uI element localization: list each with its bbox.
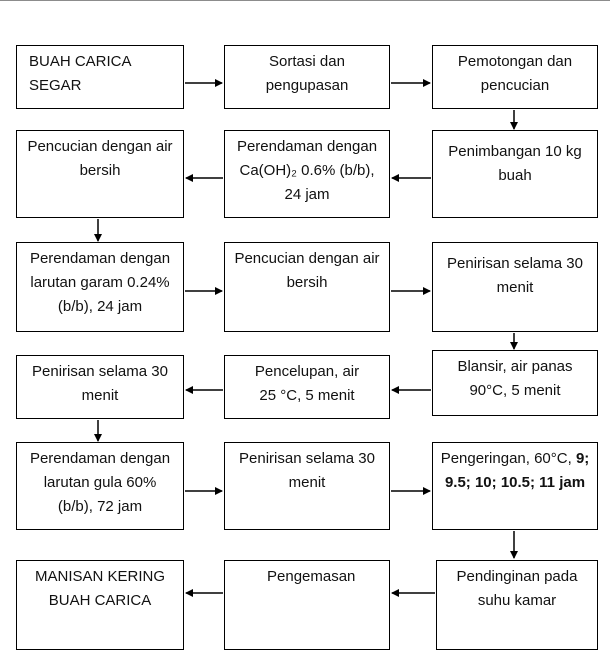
box-penirisan-30-menit-1 xyxy=(432,242,598,332)
box-label-line1: Perendaman dengan xyxy=(29,450,171,467)
box-perendaman-garam xyxy=(16,242,184,332)
box-label-line3: (b/b), 72 jam xyxy=(57,498,143,515)
box-label-line1: Penirisan selama 30 xyxy=(447,255,583,272)
box-label-line1 xyxy=(433,447,597,471)
box-label-line1: Pencucian dengan air xyxy=(234,250,380,267)
box-label-line2: pencucian xyxy=(480,77,550,94)
box-label-line1: Perendaman dengan xyxy=(29,250,171,267)
box-label-line1: MANISAN KERING xyxy=(34,568,166,585)
box-label-line2: buah xyxy=(498,167,532,184)
box-label-line2: 25 °C, 5 menit xyxy=(259,387,355,404)
box-label-line1: Pendinginan pada xyxy=(456,568,578,585)
box-manisan-kering xyxy=(16,560,184,650)
box-label-line2: larutan garam 0.24% xyxy=(30,274,170,291)
box-penirisan-30-menit-3 xyxy=(224,442,390,530)
box-pencelupan xyxy=(224,355,390,419)
box-penimbangan xyxy=(432,130,598,218)
box-label-line1: Penimbangan 10 kg xyxy=(448,143,582,160)
box-label-line1-bold: 9; xyxy=(575,450,590,467)
box-label-line1: Pencelupan, air xyxy=(254,363,360,380)
box-blansir xyxy=(432,350,598,416)
box-pencucian-air-bersih-1 xyxy=(16,130,184,218)
box-pengeringan xyxy=(432,442,598,530)
box-penirisan-30-menit-2 xyxy=(16,355,184,419)
box-label-line2: 90°C, 5 menit xyxy=(469,382,561,399)
box-label-line2: pengupasan xyxy=(265,77,349,94)
box-buah-carica-segar xyxy=(16,45,184,109)
box-label-line2: bersih xyxy=(286,274,328,291)
box-label-line2: menit xyxy=(288,474,326,491)
box-label-line2: larutan gula 60% xyxy=(43,474,157,491)
box-label-line2: menit xyxy=(81,387,119,404)
box-label-line1: Penirisan selama 30 xyxy=(239,450,375,467)
box-label-line3: (b/b), 24 jam xyxy=(57,298,143,315)
box-label: BUAH CARICA SEGAR xyxy=(29,53,131,94)
box-label-line1: Blansir, air panas xyxy=(457,358,573,375)
box-label-line2: Ca(OH)₂ 0.6% (b/b), xyxy=(239,162,375,179)
box-label-line2: 9.5; 10; 10.5; 11 jam xyxy=(444,474,586,491)
box-label-line3: 24 jam xyxy=(284,186,330,203)
box-label-line1: Sortasi dan xyxy=(269,53,345,70)
box-sortasi-pengupasan xyxy=(224,45,390,109)
box-label-line1: Penirisan selama 30 xyxy=(32,363,168,380)
box-label-line1: Perendaman dengan xyxy=(236,138,378,155)
box-pemotongan-pencucian xyxy=(432,45,598,109)
box-label: Pengemasan xyxy=(267,568,356,585)
box-pendinginan xyxy=(436,560,598,650)
box-perendaman-gula xyxy=(16,442,184,530)
box-pengemasan xyxy=(224,560,390,650)
top-rule xyxy=(0,0,610,1)
box-pencucian-air-bersih-2 xyxy=(224,242,390,332)
box-label-line1-normal: Pengeringan, 60°C, xyxy=(440,450,576,467)
box-label-line1: Pemotongan dan xyxy=(457,53,573,70)
box-label-line2: suhu kamar xyxy=(477,592,557,609)
box-label-line2: menit xyxy=(496,279,534,296)
box-perendaman-caoh2 xyxy=(224,130,390,218)
box-label-line1: Pencucian dengan air xyxy=(27,138,173,155)
box-label-line2: bersih xyxy=(79,162,121,179)
box-label-line2: BUAH CARICA xyxy=(48,592,152,609)
